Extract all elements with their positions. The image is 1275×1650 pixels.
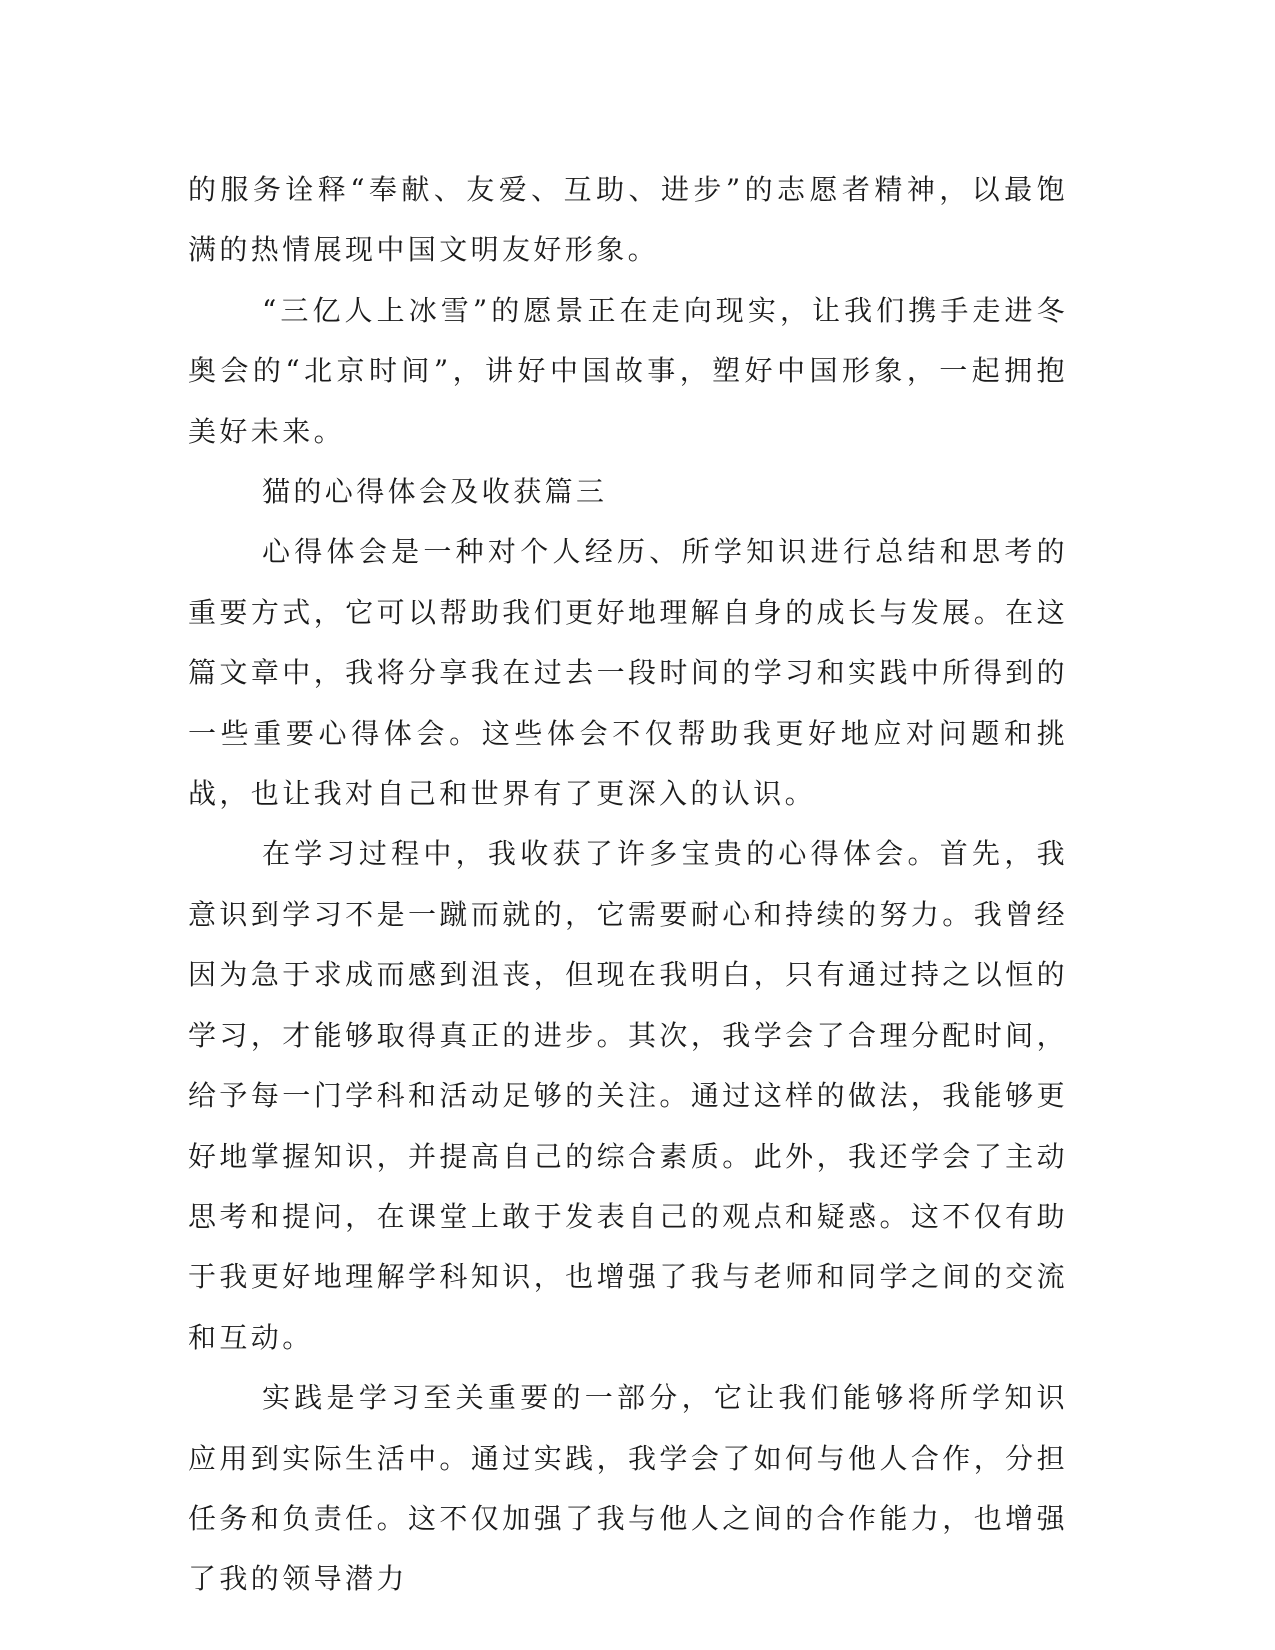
paragraph-volunteer-spirit: 的服务诠释“奉献、友爱、互助、进步”的志愿者精神，以最饱满的热情展现中国文明友好形象。	[188, 173, 1068, 267]
document-body	[188, 160, 1068, 1610]
paragraph-reflection-intro: 心得体会是一种对个人经历、所学知识进行总结和思考的重要方式，它可以帮助我们更好地理解自身的成长与发展。在这篇文章中，我将分享我在过去一段时间的学习和实践中所得到的一些重要心得体会。这些体会不仅帮助我更好地应对问题和挑战，也让我对自己和世界有了更深入的认识。	[188, 535, 1068, 811]
paragraph-learning-process: 在学习过程中，我收获了许多宝贵的心得体会。首先，我意识到学习不是一蹴而就的，它需要耐心和持续的努力。我曾经因为急于求成而感到沮丧，但现在我明白，只有通过持之以恒的学习，才能够取得真正的进步。其次，我学会了合理分配时间，给予每一门学科和活动足够的关注。通过这样的做法，我能够更好地掌握知识，并提高自己的综合素质。此外，我还学会了主动思考和提问，在课堂上敢于发表自己的观点和疑惑。这不仅有助于我更好地理解学科知识，也增强了我与老师和同学之间的交流和互动。	[188, 837, 1068, 1354]
paragraph-practice: 实践是学习至关重要的一部分，它让我们能够将所学知识应用到实际生活中。通过实践，我学会了如何与他人合作，分担任务和负责任。这不仅加强了我与他人之间的合作能力，也增强了我的领导潜力	[188, 1381, 1068, 1596]
section-heading: 猫的心得体会及收获篇三	[262, 475, 608, 509]
paragraph-beijing-time: “三亿人上冰雪”的愿景正在走向现实，让我们携手走进冬奥会的“北京时间”，讲好中国故事，塑好中国形象，一起拥抱美好未来。	[188, 293, 1068, 448]
